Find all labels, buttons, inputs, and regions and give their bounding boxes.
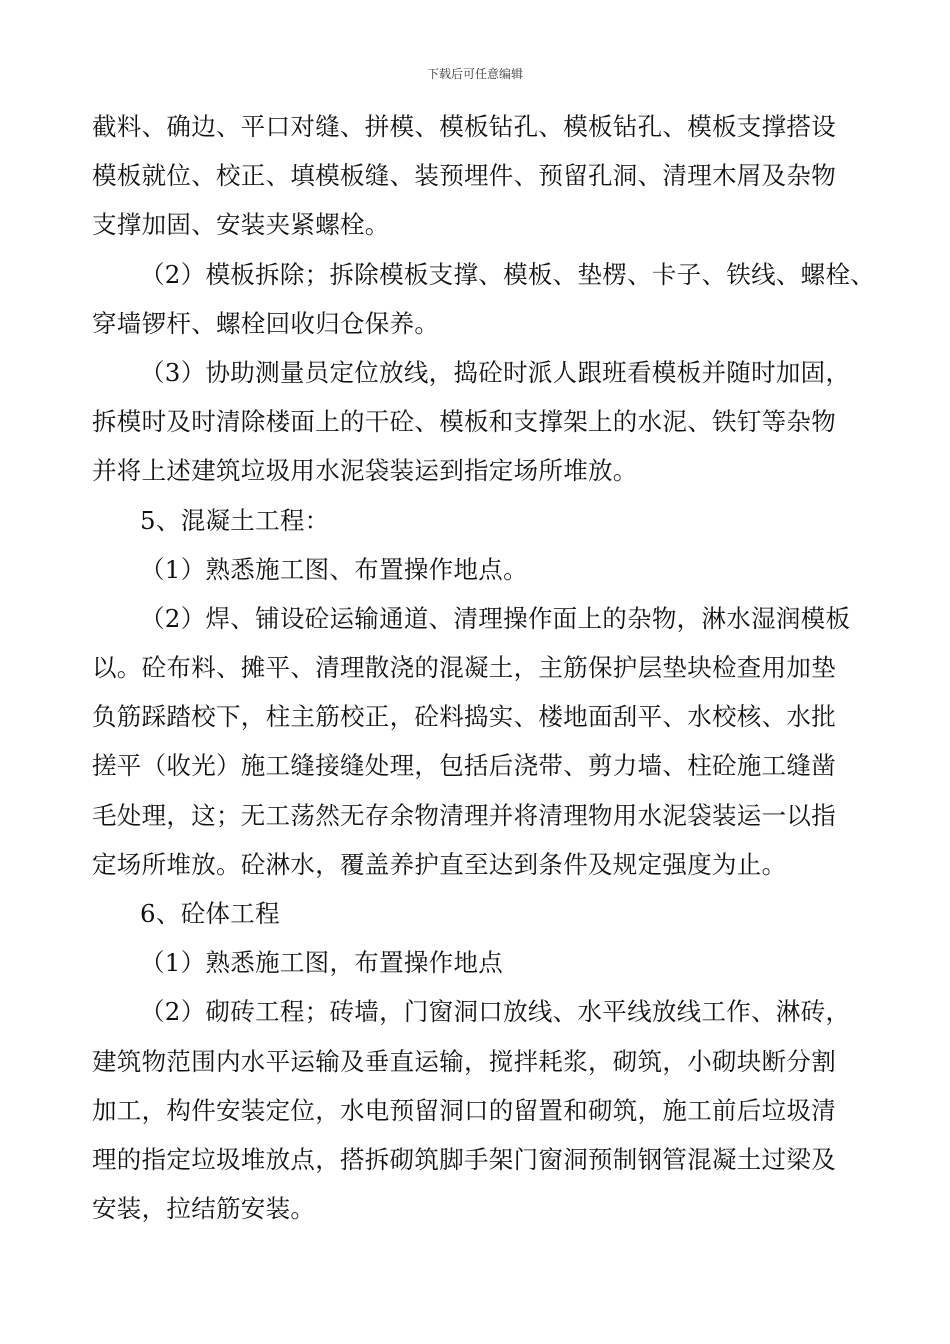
text-line: 毛处理，这；无工荡然无存余物清理并将清理物用水泥袋装运一以指 bbox=[92, 800, 836, 830]
text-line: （1）熟悉施工图、布置操作地点。 bbox=[140, 554, 528, 584]
text-line: 截料、确边、平口对缝、拼模、模板钻孔、模板钻孔、模板支撑搭设 bbox=[92, 112, 836, 141]
text-line: 建筑物范围内水平运输及垂直运输，搅拌耗浆，砌筑，小砌块断分割 bbox=[92, 1046, 836, 1076]
page-header: 下载后可任意编辑 bbox=[426, 67, 523, 81]
text-line: 5、混凝土工程： bbox=[140, 505, 330, 535]
text-line: 理的指定垃圾堆放点，搭拆砌筑脚手架门窗洞预制钢管混凝土过梁及 bbox=[92, 1144, 836, 1174]
text-line: 搓平（收光）施工缝接缝处理，包括后浇带、剪力墙、柱砼施工缝凿 bbox=[92, 751, 836, 781]
text-line: 定场所堆放。砼淋水，覆盖养护直至达到条件及规定强度为止。 bbox=[92, 849, 787, 879]
text-line: 支撑加固、安装夹紧螺栓。 bbox=[92, 210, 390, 240]
text-line: 以。砼布料、摊平、清理散浇的混凝土，主筋保护层垫块检查用加垫 bbox=[92, 653, 836, 683]
text-line: （1）熟悉施工图，布置操作地点 bbox=[140, 948, 504, 978]
text-line: 加工，构件安装定位，水电预留洞口的留置和砌筑，施工前后垃圾清 bbox=[92, 1095, 836, 1125]
text-line: 负筋踩踏校下，柱主筋校正，砼料捣实、楼地面刮平、水校核、水批 bbox=[92, 702, 836, 732]
text-line: 拆模时及时清除楼面上的干砼、模板和支撑架上的水泥、铁钉等杂物 bbox=[92, 407, 836, 437]
text-line: （3）协助测量员定位放线，捣砼时派人跟班看模板并随时加固， bbox=[140, 357, 851, 387]
text-line: （2）砌砖工程；砖墙，门窗洞口放线、水平线放线工作、淋砖， bbox=[140, 997, 851, 1027]
text-line: 穿墙锣杆、螺栓回收归仓保养。 bbox=[92, 308, 440, 338]
text-line: 6、砼体工程 bbox=[140, 899, 280, 928]
text-line: （2）焊、铺设砼运输通道、清理操作面上的杂物，淋水湿润模板 bbox=[140, 603, 851, 633]
text-line: 并将上述建筑垃圾用水泥袋装运到指定场所堆放。 bbox=[92, 456, 638, 486]
text-line: （2）模板拆除；拆除模板支撑、模板、垫楞、卡子、铁线、螺栓、 bbox=[140, 259, 876, 289]
text-line: 安装，拉结筋安装。 bbox=[92, 1194, 316, 1224]
text-line: 模板就位、校正、填模板缝、装预埋件、预留孔洞、清理木屑及杂物 bbox=[92, 161, 836, 191]
document-body bbox=[92, 102, 882, 1233]
